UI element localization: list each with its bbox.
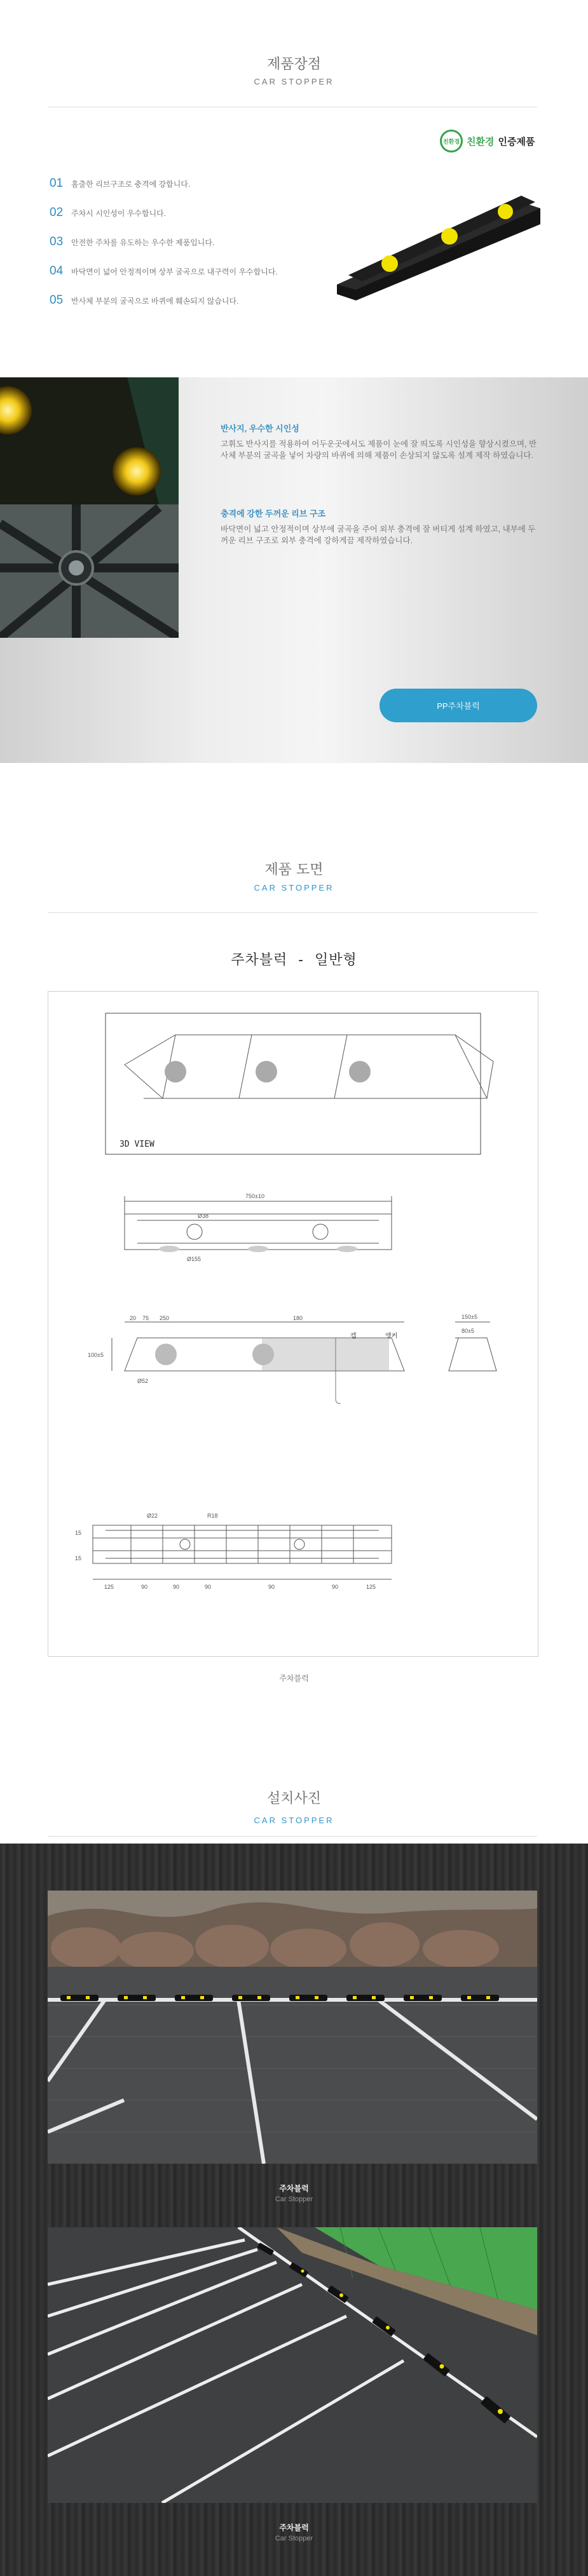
features-title: 제품장점 [266, 57, 321, 72]
photo-caption-subtitle: Car Stopper [275, 2535, 313, 2542]
feature-item [50, 286, 278, 315]
label-lock: 캡 [350, 1333, 357, 1340]
install-title: 설치사진 [266, 1791, 321, 1807]
reflector-icon [441, 228, 458, 245]
detail-photos [0, 377, 179, 638]
dim-s2: 15 [75, 1555, 82, 1561]
dim-width-bottom: 80±5 [462, 1328, 474, 1334]
dim-hole: Ø52 [137, 1378, 149, 1384]
dim-width-top: 150±5 [462, 1314, 477, 1320]
reflector-hole [256, 1061, 277, 1082]
install-subtitle: CAR STOPPER [254, 1816, 334, 1825]
feature-list [50, 169, 278, 315]
dim-d1: Ø38 [198, 1213, 209, 1219]
detail-heading-visibility: 반사지, 우수한 시인성 [221, 424, 299, 433]
divider [48, 912, 537, 913]
dim-bottom: 90 [173, 1584, 180, 1590]
dim-side-a: 20 [130, 1315, 137, 1321]
photo-caption-title: 주차블럭 [279, 2184, 309, 2193]
feature-text: 주차시 시인성이 우수합니다. [71, 208, 167, 218]
feature-number: 03 [50, 235, 64, 248]
reflector-hole [165, 1061, 186, 1082]
dim-bottom: 90 [332, 1584, 339, 1590]
install-photo-parking-lot [48, 1891, 537, 2164]
dim-total-length: 750±10 [245, 1193, 264, 1199]
feature-text: 안전한 주차를 유도하는 우수한 제품입니다. [71, 238, 215, 247]
dim-b1: Ø22 [147, 1513, 158, 1519]
drawing-product-name: 주차블럭 - 일반형 [231, 952, 357, 968]
divider [48, 1836, 537, 1837]
photo-caption-subtitle: Car Stopper [275, 2195, 313, 2203]
dim-s1: 15 [75, 1530, 82, 1536]
feature-number: 04 [50, 264, 64, 278]
reflector-hole [349, 1061, 371, 1082]
dim-height: 100±5 [88, 1352, 104, 1358]
technical-drawing-frame [48, 991, 538, 1657]
drawing-title: 제품 도면 [264, 862, 324, 878]
features-subtitle: CAR STOPPER [254, 77, 334, 86]
eco-badge-dark-text: 인증제품 [498, 136, 535, 147]
drawing-caption: 주차블럭 [279, 1674, 309, 1683]
detail-body-rib: 바닥면이 넓고 안정적이며 상부에 굴곡을 주어 외부 충격에 잘 버티게 설계 하였고, 내부에 두꺼운 리브 구조로 외부 충격에 강하게끔 제작하였습니다. [221, 525, 536, 545]
reflector-glow-icon [113, 447, 161, 496]
feature-number: 01 [50, 177, 64, 190]
feature-text: 바닥면이 넓어 안정적이며 상부 굴곡으로 내구력이 우수합니다. [71, 267, 278, 276]
dim-bottom: 125 [104, 1584, 114, 1590]
feature-number: 02 [50, 206, 64, 219]
label-anchor: 앵커 [385, 1333, 398, 1340]
dim-bottom: 90 [268, 1584, 275, 1590]
dim-bottom: 90 [205, 1584, 212, 1590]
detail-body-visibility: 고휘도 반사지를 적용하여 어두운곳에서도 제품이 눈에 잘 띄도록 시인성을 향상시켰으며, 반사체 부분의 굴곡을 넣어 차량의 바퀴에 의해 제품이 손상되지 않도록 설계 제작 하였습니다. [221, 440, 537, 460]
car-stopper-product-image [331, 164, 547, 304]
feature-text: 홈출한 리브구조로 충격에 강합니다. [71, 179, 191, 189]
eco-mark-icon: 친환경 [440, 130, 463, 152]
3d-view-label: 3D VIEW [120, 1140, 154, 1149]
feature-item [50, 198, 278, 227]
reflector-icon [498, 204, 513, 219]
photo-caption-title: 주차블럭 [279, 2523, 309, 2532]
feature-item [50, 257, 278, 286]
dim-d2: Ø155 [187, 1256, 202, 1262]
feature-item [50, 169, 278, 198]
feature-item [50, 227, 278, 257]
feature-number: 05 [50, 293, 64, 307]
install-photo-road-side [48, 2227, 537, 2503]
drawing-subtitle: CAR STOPPER [254, 883, 334, 893]
reflector-icon [381, 255, 398, 272]
detail-heading-rib: 충격에 강한 두꺼운 리브 구조 [221, 509, 326, 518]
dim-bottom: 90 [141, 1584, 148, 1590]
dim-b2: R18 [207, 1513, 218, 1519]
eco-certified-badge [440, 130, 535, 152]
dim-side-c: 250 [160, 1315, 170, 1321]
dim-bottom: 125 [366, 1584, 376, 1590]
pp-parking-block-button[interactable]: PP주차블럭 [379, 689, 537, 722]
technical-drawing [48, 992, 538, 1656]
feature-text: 반사체 부분의 굴곡으로 바퀴에 훼손되지 않습니다. [71, 296, 239, 306]
eco-badge-green-text: 친환경 [467, 136, 495, 147]
dim-side-d: 180 [293, 1315, 303, 1321]
dim-side-b: 75 [142, 1315, 149, 1321]
